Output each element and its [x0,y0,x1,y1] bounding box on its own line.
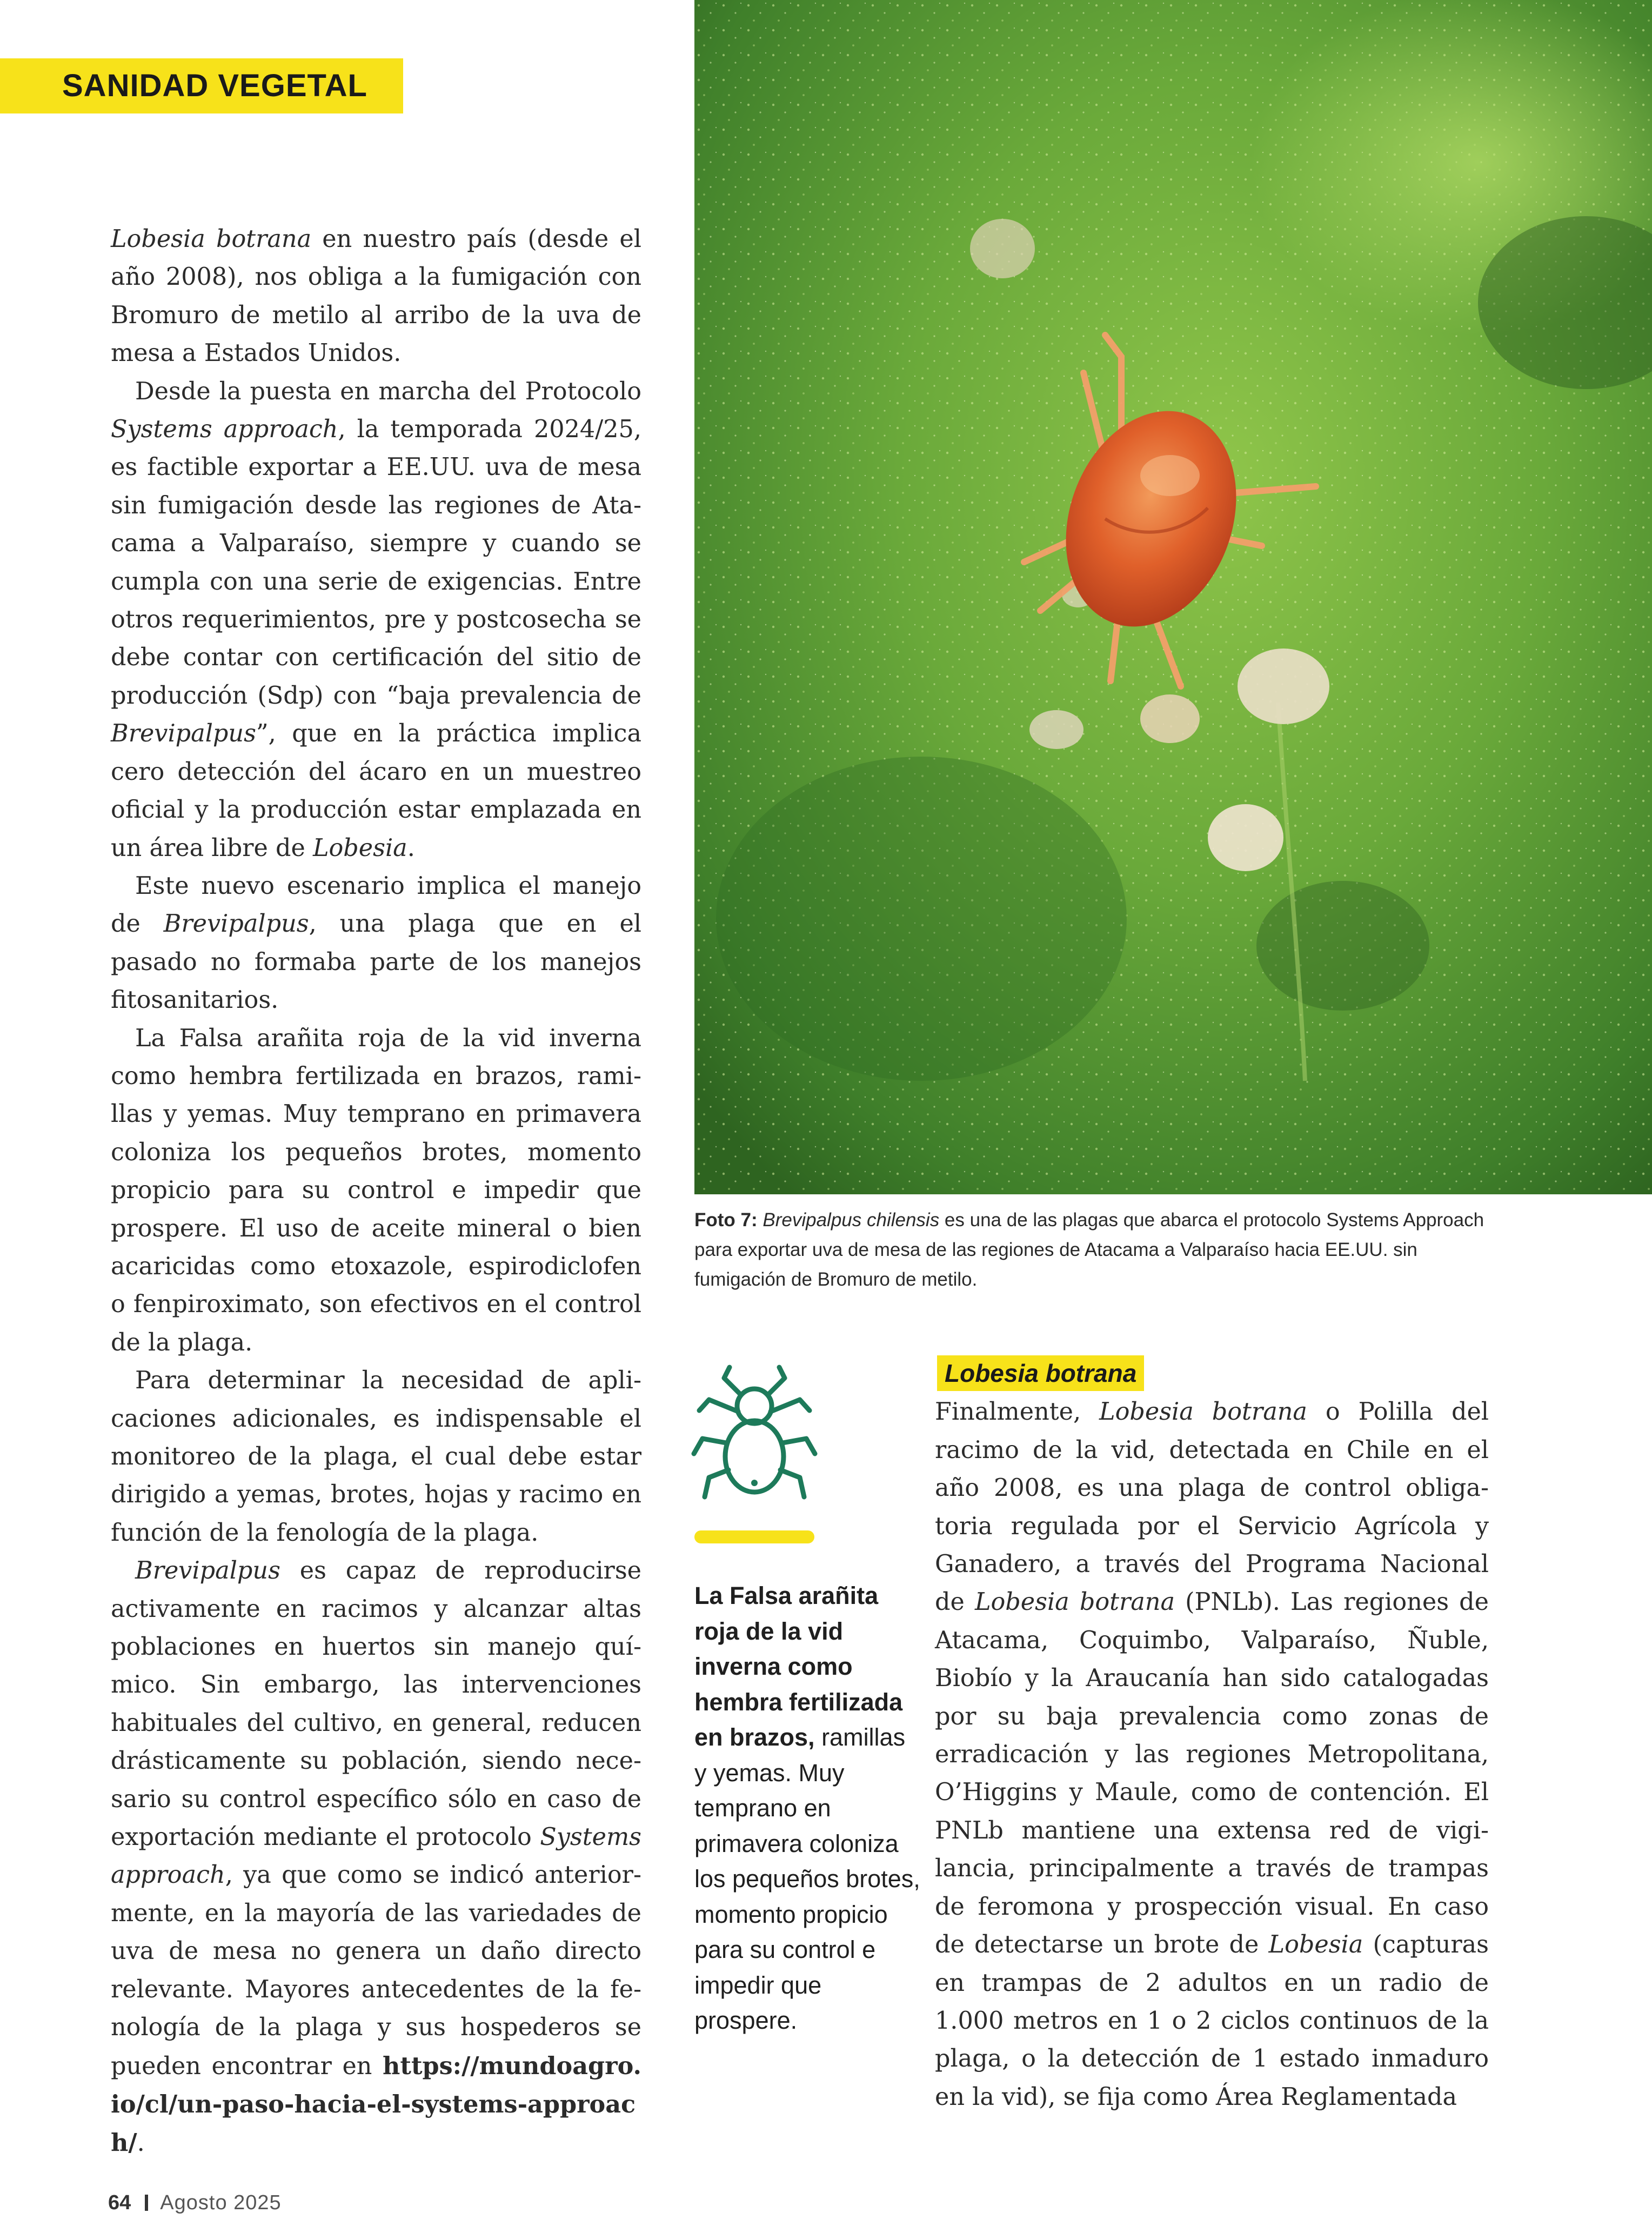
spider-icon [691,1362,818,1509]
paragraph-1: Lobesia botrana en nuestro país (desde el año 2008), nos obliga a la fumigación con Bromuro de metilo al arribo de la uva de mesa a Estados Unidos. [111,225,641,367]
photo-caption: Foto 7: Brevipalpus chilensis es una de las plagas que abarca el protocolo Systems Approach para exportar uva de mesa de las regiones de Atacama a Valparaíso hacia EE.UU. sin fumigación de Bromuro de metilo. [694,1209,1484,1290]
reference-link[interactable]: https://mundoagro.io/cl/un-paso-hacia-el-systems-approach/ [111,2051,641,2157]
paragraph-2: Desde la puesta en marcha del Protocolo Systems approach, la temporada 2024/25, es factible exportar a EE.UU. uva de mesa sin fumigación desde las regiones de Atacama a Valparaíso, siempre y cuando se cumpla con una serie de exigencias. Entre otros requerimientos, pre y postcosecha se debe contar con certificación del sitio de producción (Sdp) con “baja prevalencia de Brevipalpus”, que en la práctica implica cero detección del ácaro en un muestreo oficial y la producción estar emplazada en un área libre de Lobesia. [111,377,641,862]
pull-quote: La Falsa arañita roja de la vid inverna como hembra fertilizada en brazos, ramillas y yemas. Muy temprano en primavera coloniza los pequeños brotes, momento propicio para su control e impedir que prospere. [694,1582,920,2034]
mite-photo [694,0,1652,1194]
paragraph-6: Brevipalpus es capaz de reproducirse activamente en racimos y alcanzar altas poblaciones en huertos sin manejo químico. Sin embargo, las intervenciones habituales del cultivo, en general, reducen drásticamente su población, siendo necesario su control específico sólo en caso de exportación mediante el protocolo Systems approach, ya que como se indicó anteriormente, en la mayoría de las variedades de uva de mesa no genera un daño directo relevante. Mayores antecedentes de la fenología de la plaga y sus hospederos se pueden encontrar en https://mundoagro.io/cl/un-paso-hacia-el-systems-approach/. [111,1557,641,2157]
paragraph-3: Este nuevo escenario implica el manejo de Brevipalpus, una plaga que en el pasado no formaba parte de los manejos fitosanitarios. [111,872,642,1014]
paragraph-5: Para determinar la necesidad de aplicaciones adicionales, es indispensable el monitoreo de la plaga, el cual debe estar dirigido a yemas, brotes, hojas y racimo en función de la fenología de la plaga. [111,1367,641,1547]
footer-separator [145,2195,148,2211]
article-left-column [111,220,641,2163]
section-tag: SANIDAD VEGETAL [0,58,403,113]
yellow-divider [694,1530,814,1543]
page-number: 64 [108,2191,131,2214]
paragraph-4: La Falsa arañita roja de la vid inverna como hembra fertilizada en brazos, ramillas y yemas. Muy temprano en primavera coloniza los pequeños brotes, momento propicio para su control e impedir que prospere. El uso de aceite mineral o bien acaricidas como etoxazole, espirodiclofen o fenpiroximato, son efectivos en el control de la plaga. [111,1024,641,1356]
article-right-column [935,1355,1489,2116]
paragraph-lobesia: Finalmente, Lobesia botrana o Polilla del racimo de la vid, detectada en Chile en el año 2008, es una plaga de control obligatoria regulada por el Servicio Agrícola y Ganadero, a través del Programa Nacional de Lobesia botrana (PNLb). Las regiones de Atacama, Coquimbo, Valparaíso, Ñuble, Biobío y la Araucanía han sido catalogadas por su baja prevalencia como zonas de erradicación y las regiones Metropolitana, O’Higgins y Maule, como de contención. El PNLb mantiene una extensa red de vigilancia, principalmente a través de trampas de feromona y prospección visual. En caso de detectarse un brote de Lobesia (capturas en trampas de 2 adultos en un radio de 1.000 metros en 1 o 2 ciclos continuos de la plaga, o la detección de 1 estado inmaduro en la vid), se fija como Área Reglamentada [935,1398,1489,2111]
page-footer [108,2191,282,2215]
issue-date: Agosto 2025 [160,2191,282,2214]
subhead-lobesia: Lobesia botrana [937,1355,1144,1391]
